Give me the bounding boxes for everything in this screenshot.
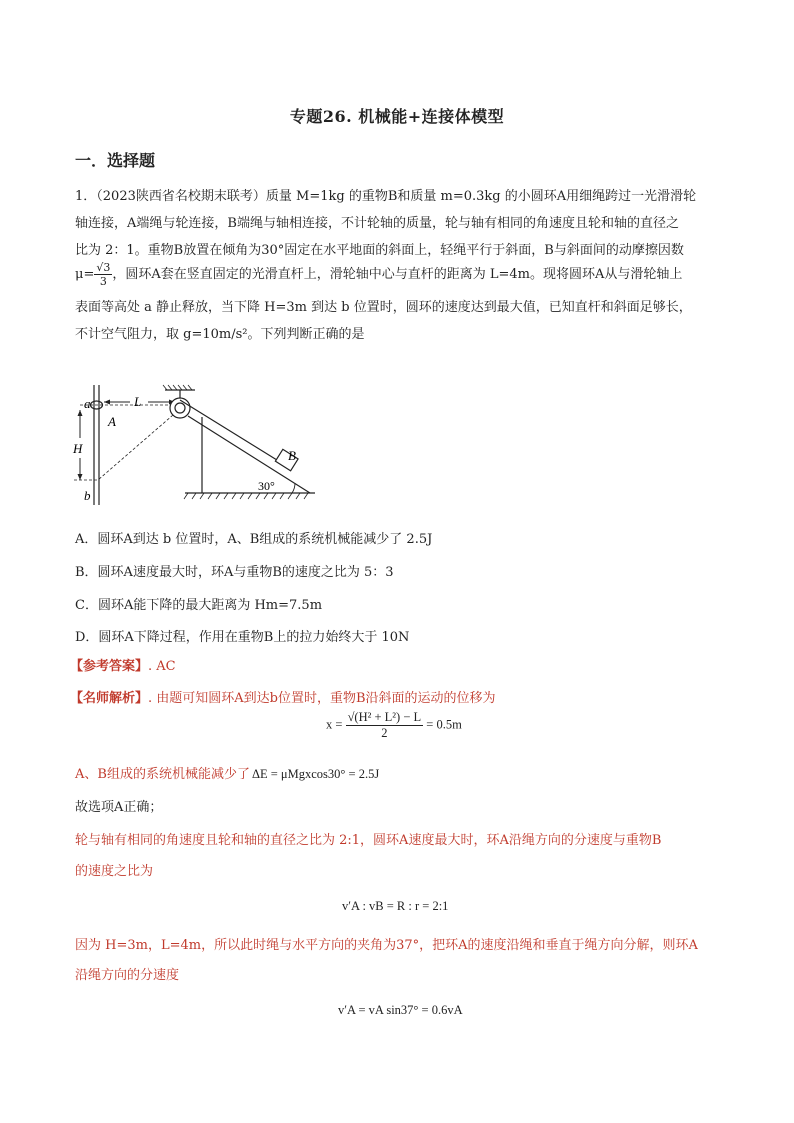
page-title: 专题26. 机械能+连接体模型 bbox=[289, 107, 505, 126]
analysis-line-5: 的速度之比为 bbox=[75, 864, 154, 879]
rope-along-incline bbox=[180, 400, 285, 465]
label-L: L bbox=[134, 394, 142, 409]
H-arrowhead-top bbox=[78, 410, 83, 416]
answer-label: 【参考答案】 bbox=[70, 659, 149, 674]
question-line-6: 不计空气阻力，取 g=10m/s²。下列判断正确的是 bbox=[75, 327, 365, 342]
equation-2: ΔE = μMgxcos30° = 2.5J bbox=[251, 767, 380, 781]
option-b: B．圆环A速度最大时，环A与重物B的速度之比为 5：3 bbox=[75, 565, 394, 580]
ceiling-hatch bbox=[163, 385, 192, 390]
label-A: A bbox=[108, 414, 116, 429]
equation-4: v′A = vA sin37° = 0.6vA bbox=[338, 1003, 463, 1017]
ground-hatch bbox=[184, 493, 308, 499]
answer-value: . AC bbox=[148, 659, 176, 674]
analysis-line-7: 沿绳方向的分速度 bbox=[75, 968, 180, 983]
question-line-4: μ= $\frac{√3}{3}$ ，圆环A套在竖直固定的光滑直杆上，滑轮轴中心与直杆的距离为 L=4m。现将圆环A从与滑轮轴上 bbox=[75, 261, 683, 288]
analysis-line-2: A、B组成的系统机械能减少了 ΔE = μMgxcos30° = 2.5J bbox=[75, 767, 380, 782]
angle-arc bbox=[292, 483, 295, 493]
L-arrowhead-left bbox=[104, 400, 110, 405]
H-arrowhead-bottom bbox=[78, 474, 83, 480]
label-H: H bbox=[73, 441, 83, 456]
section-heading: 一．选择题 bbox=[75, 151, 156, 170]
label-a: a bbox=[84, 396, 91, 411]
label-B: B bbox=[288, 448, 296, 463]
analysis-line-4: 轮与轴有相同的角速度且轮和轴的直径之比为 2:1，圆环A速度最大时，环A沿绳方向的分速度与重物B bbox=[75, 833, 662, 848]
physics-figure bbox=[70, 380, 320, 510]
analysis-line-3: 故选项A正确； bbox=[75, 800, 163, 815]
analysis-line-6: 因为 H=3m，L=4m，所以此时绳与水平方向的夹角为37°，把环A的速度沿绳和垂直于绳方向分解，则环A bbox=[75, 938, 698, 953]
label-angle: 30° bbox=[258, 479, 275, 493]
equation-3: v′A : vB = R : r = 2:1 bbox=[342, 899, 449, 913]
question-line-1: 1．（2023陕西省名校期末联考）质量 M=1kg 的重物B和质量 m=0.3kg 的小圆环A用细绳跨过一光滑滑轮 bbox=[75, 189, 697, 204]
option-c: C．圆环A能下降的最大距离为 Hm=7.5m bbox=[75, 598, 323, 613]
question-line-2: 轴连接，A端绳与轮连接，B端绳与轴相连接，不计轮轴的质量，轮与轴有相同的角速度且轮和轴的直径之 bbox=[75, 216, 679, 231]
answer-line bbox=[70, 655, 176, 674]
equation-1: x = $\frac{\text{√(H² + L²) − L}}{2}$ = 0.5m bbox=[326, 710, 462, 740]
analysis-intro: 【名师解析】. 由题可知圆环A到达b位置时，重物B沿斜面的运动的位移为 bbox=[70, 691, 496, 706]
option-d: D．圆环A下降过程，作用在重物B上的拉力始终大于 10N bbox=[75, 630, 410, 645]
question-line-5: 表面等高处 a 静止释放，当下降 H=3m 到达 b 位置时，圆环的速度达到最大值，已知直杆和斜面足够长， bbox=[75, 300, 692, 315]
label-b: b bbox=[84, 488, 91, 503]
question-line-3: 比为 2：1。重物B放置在倾角为30°固定在水平地面的斜面上，轻绳平行于斜面，B与斜面间的动摩擦因数 bbox=[75, 243, 684, 258]
option-a: A．圆环A到达 b 位置时，A、B组成的系统机械能减少了 2.5J bbox=[75, 532, 433, 547]
analysis-label: 【名师解析】 bbox=[70, 691, 149, 706]
